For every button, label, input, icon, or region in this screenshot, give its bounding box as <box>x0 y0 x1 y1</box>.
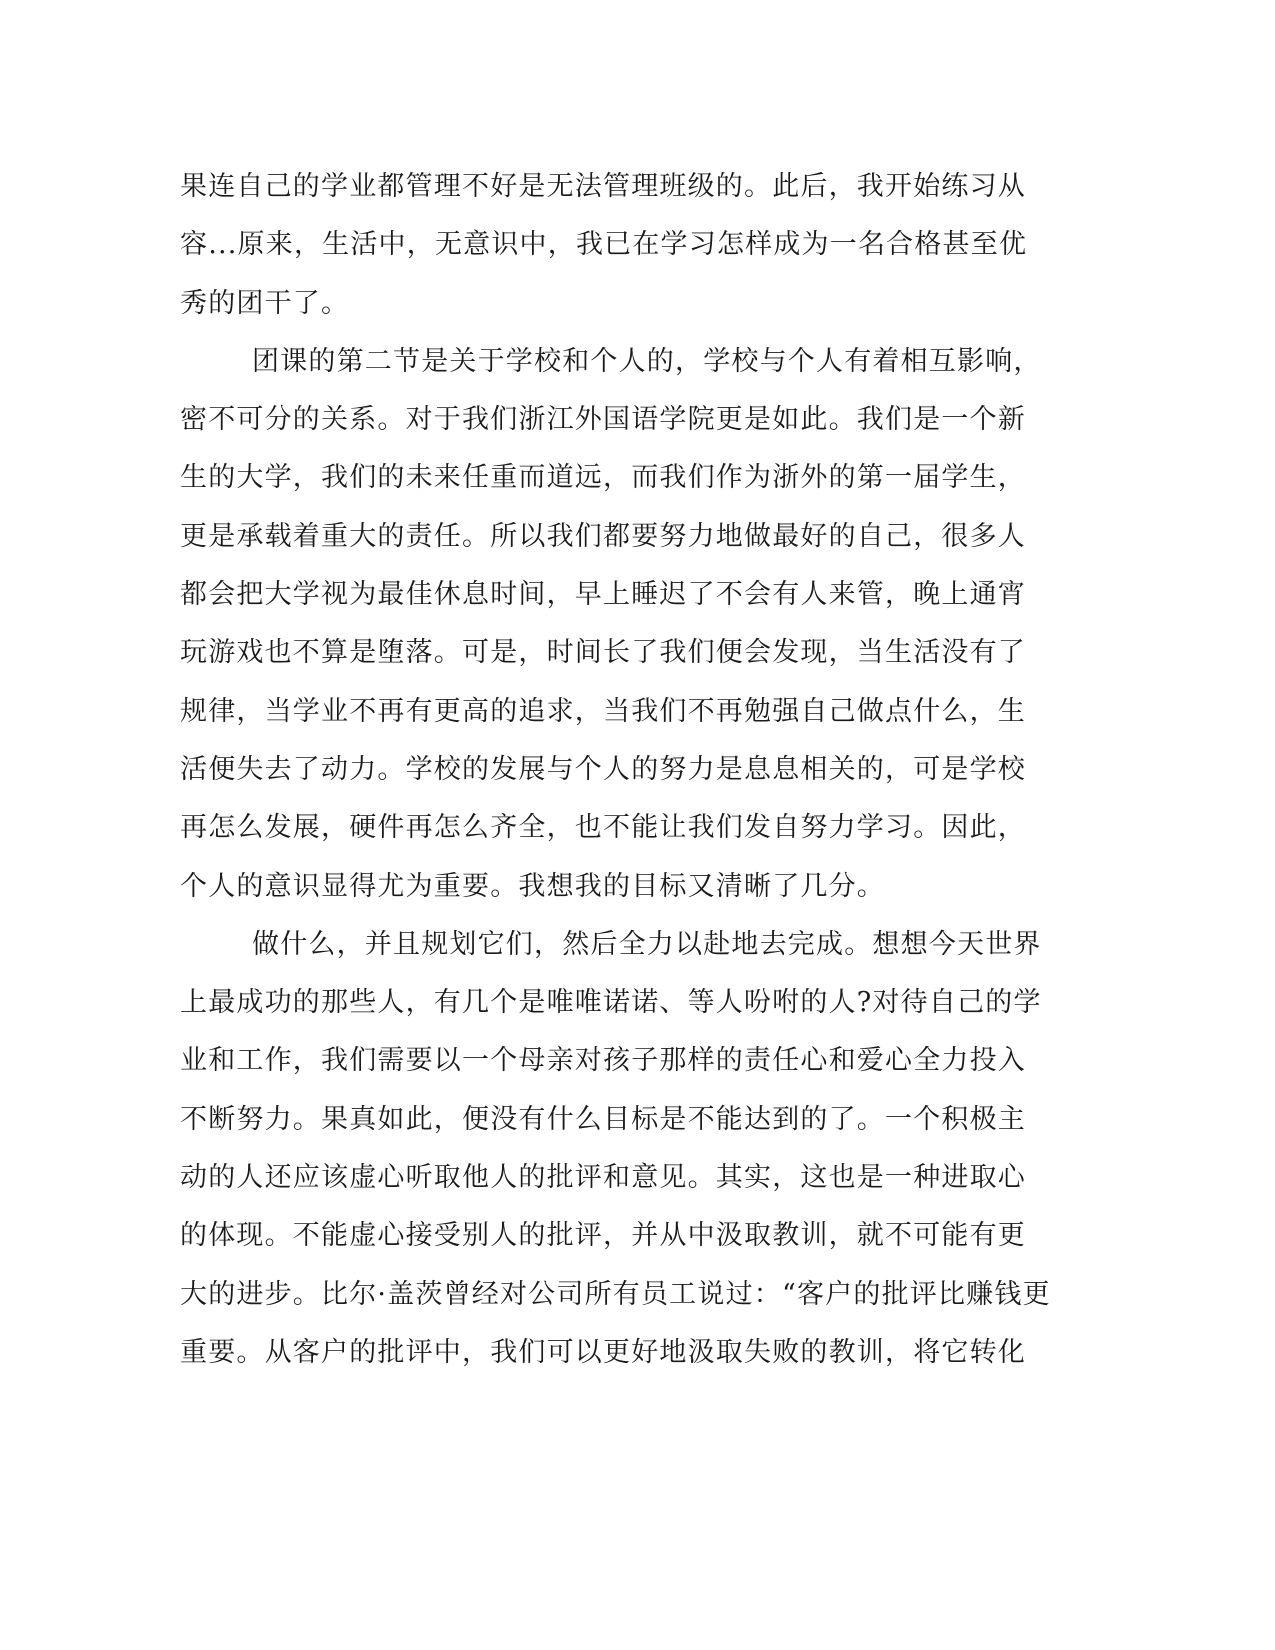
text-line: 再怎么发展，硬件再怎么齐全，也不能让我们发自努力学习。因此， <box>180 812 1026 844</box>
text-line: 做什么，并且规划它们，然后全力以赴地去完成。想想今天世界 <box>252 928 1042 960</box>
paragraph-2 <box>180 333 1050 916</box>
text-line: 大的进步。比尔·盖茨曾经对公司所有员工说过：“客户的批评比赚钱更 <box>180 1278 1051 1310</box>
text-line: 更是承载着重大的责任。所以我们都要努力地做最好的自己，很多人 <box>180 520 1026 552</box>
text-line: 个人的意识显得尤为重要。我想我的目标又清晰了几分。 <box>180 870 885 902</box>
text-line: 果连自己的学业都管理不好是无法管理班级的。此后，我开始练习从 <box>180 171 1026 202</box>
text-line: 秀的团干了。 <box>180 287 350 319</box>
text-line: 不断努力。果真如此，便没有什么目标是不能达到的了。一个积极主 <box>180 1103 1026 1135</box>
text-line: 团课的第二节是关于学校和个人的，学校与个人有着相互影响， <box>252 345 1042 377</box>
text-line: 密不可分的关系。对于我们浙江外国语学院更是如此。我们是一个新 <box>180 404 1026 436</box>
document-body <box>180 158 1050 1382</box>
text-line: 业和工作，我们需要以一个母亲对孩子那样的责任心和爱心全力投入 <box>180 1045 1026 1077</box>
text-line: 规律，当学业不再有更高的追求，当我们不再勉强自己做点什么，生 <box>180 695 1026 727</box>
text-line: 玩游戏也不算是堕落。可是，时间长了我们便会发现，当生活没有了 <box>180 637 1026 669</box>
text-line: 上最成功的那些人，有几个是唯唯诺诺、等人吩咐的人?对待自己的学 <box>180 987 1042 1019</box>
text-line: 都会把大学视为最佳休息时间，早上睡迟了不会有人来管，晚上通宵 <box>180 579 1026 611</box>
text-line: 活便失去了动力。学校的发展与个人的努力是息息相关的，可是学校 <box>180 753 1026 785</box>
text-line: 的体现。不能虚心接受别人的批评，并从中汲取教训，就不可能有更 <box>180 1220 1026 1252</box>
paragraph-3 <box>180 916 1050 1382</box>
text-line: 重要。从客户的批评中，我们可以更好地汲取失败的教训，将它转化 <box>180 1336 1026 1368</box>
paragraph-1 <box>180 158 1050 333</box>
text-line: 生的大学，我们的未来任重而道远，而我们作为浙外的第一届学生， <box>180 462 1026 494</box>
text-line: 动的人还应该虚心听取他人的批评和意见。其实，这也是一种进取心 <box>180 1162 1026 1194</box>
text-line: 容...原来，生活中，无意识中，我已在学习怎样成为一名合格甚至优 <box>180 229 1028 261</box>
